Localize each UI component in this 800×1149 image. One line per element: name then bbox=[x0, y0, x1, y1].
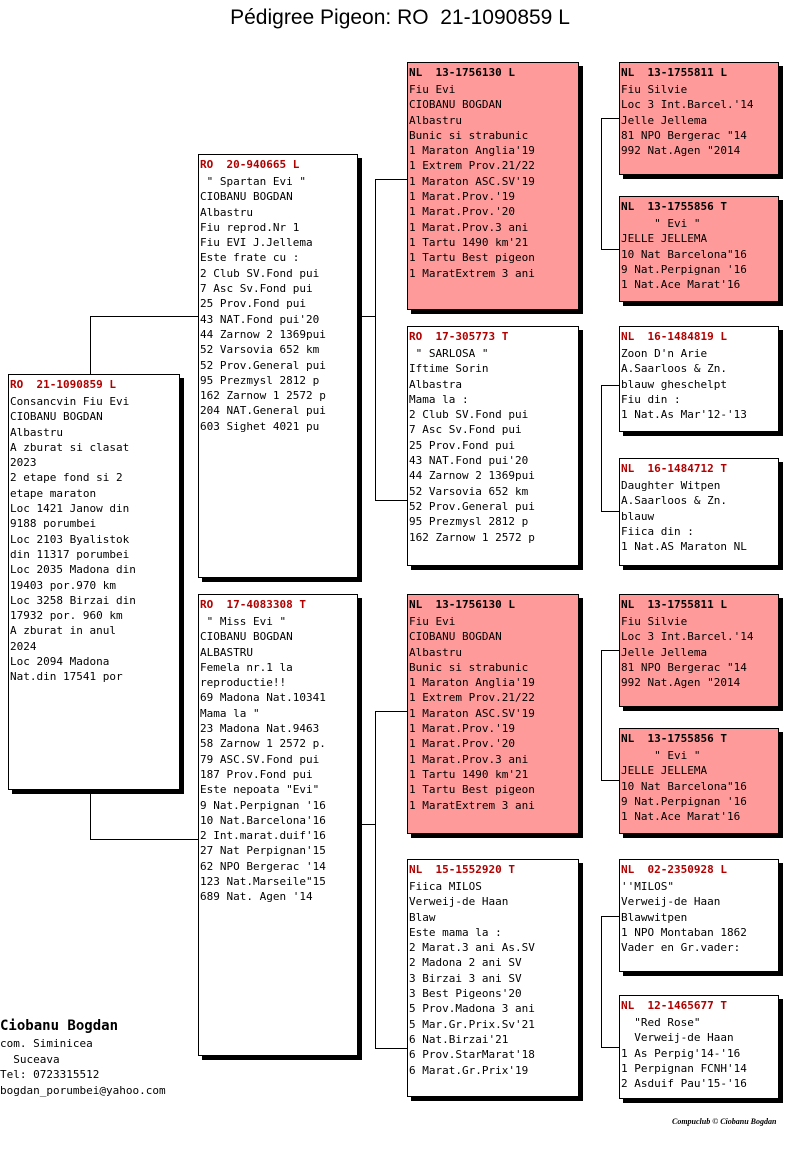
connector bbox=[90, 316, 201, 375]
pigeon-info-line: 1 Marat.Prov.'20 bbox=[409, 205, 515, 219]
connector bbox=[357, 316, 375, 317]
pigeon-info-line: 2 Club SV.Fond pui bbox=[200, 266, 320, 280]
pigeon-info-line: CIOBANU BOGDAN bbox=[409, 98, 502, 112]
pigeon-info-line: 1 Nat.As Mar'12-'13 bbox=[621, 408, 747, 422]
pigeon-card-dam-dam bbox=[407, 859, 579, 1097]
pigeon-info-line: 52 Prov.General pui bbox=[409, 499, 535, 513]
pigeon-info-line: 3 Birzai 3 ani SV bbox=[409, 971, 522, 985]
pigeon-info-line: 1 Marat.Prov.'19 bbox=[409, 722, 515, 736]
pigeon-info-line: 689 Nat. Agen '14 bbox=[200, 890, 313, 904]
pigeon-info-line: " Evi " bbox=[621, 217, 701, 230]
ring-number: NL 13-1755811 L bbox=[621, 66, 727, 79]
pigeon-info-line: Fiu reprod.Nr 1 bbox=[200, 220, 300, 234]
pigeon-info-line: 2 Club SV.Fond pui bbox=[409, 408, 529, 422]
pigeon-card-ddd bbox=[619, 995, 779, 1099]
pigeon-info-line: 1 NPO Montaban 1862 bbox=[621, 925, 747, 939]
connector bbox=[357, 824, 375, 825]
pigeon-info-line: 1 Maraton Anglia'19 bbox=[409, 676, 535, 690]
pigeon-card-dsd bbox=[619, 728, 779, 834]
pigeon-info-line: 9 Nat.Perpignan '16 bbox=[621, 794, 747, 808]
pigeon-info-line: Bunic si strabunic bbox=[409, 660, 529, 674]
pigeon-card-sire-dam bbox=[407, 326, 579, 566]
pigeon-info-line: 1 Tartu 1490 km'21 bbox=[409, 767, 529, 781]
pigeon-info-line: 10 Nat.Barcelona'16 bbox=[200, 813, 326, 827]
pigeon-info-line: din 11317 porumbei bbox=[10, 547, 130, 561]
pigeon-info-line: Loc 3 Int.Barcel.'14 bbox=[621, 98, 754, 112]
pigeon-info-line: Femela nr.1 la bbox=[200, 660, 293, 674]
pigeon-info-line: Mama la " bbox=[200, 706, 260, 720]
pigeon-info-line: 1 Nat.AS Maraton NL bbox=[621, 540, 747, 554]
owner-address-line: com. Siminicea bbox=[0, 1037, 93, 1050]
pigeon-info-line: 44 Zarnow 2 1369pui bbox=[200, 327, 326, 341]
pigeon-info-line: 43 NAT.Fond pui'20 bbox=[409, 454, 529, 468]
pigeon-info-line: Fiu Evi bbox=[409, 615, 456, 628]
pigeon-info-line: 69 Madona Nat.10341 bbox=[200, 691, 326, 705]
pigeon-info-line: 5 Prov.Madona 3 ani bbox=[409, 1002, 535, 1016]
pigeon-info-line: 992 Nat.Agen "2014 bbox=[621, 676, 741, 690]
pigeon-info-line: 3 Best Pigeons'20 bbox=[409, 987, 522, 1001]
pigeon-info-line: " Evi " bbox=[621, 749, 701, 762]
pigeon-info-line: 52 Varsovia 652 km bbox=[409, 484, 529, 498]
pigeon-info-line: 95 Prezmysl 2812 p bbox=[409, 515, 529, 529]
pigeon-info-line: Blaw bbox=[409, 910, 436, 924]
pigeon-info-line: 162 Zarnow 1 2572 p bbox=[409, 530, 535, 544]
pigeon-info-line: 1 MaratExtrem 3 ani bbox=[409, 798, 535, 812]
pigeon-info-line: 9 Nat.Perpignan '16 bbox=[200, 798, 326, 812]
pigeon-info-line: 10 Nat Barcelona"16 bbox=[621, 779, 747, 793]
pigeon-card-dss bbox=[619, 594, 779, 707]
pigeon-card-sds bbox=[619, 326, 779, 432]
ring-number: NL 13-1756130 L bbox=[409, 598, 515, 611]
pigeon-info-line: Verweij-de Haan bbox=[621, 1031, 734, 1045]
pigeon-info-line: Fiu din : bbox=[621, 392, 681, 406]
pigeon-info-line: ''MILOS" bbox=[621, 880, 674, 893]
pigeon-info-line: reproductie!! bbox=[200, 676, 287, 690]
pigeon-card-sdd bbox=[619, 458, 779, 566]
page-title: Pédigree Pigeon: RO 21-1090859 L bbox=[230, 6, 570, 29]
pigeon-info-line: Loc 2094 Madona bbox=[10, 655, 110, 669]
pigeon-info-line: Zoon D'n Arie bbox=[621, 347, 708, 360]
pigeon-info-line: 1 Marat.Prov.'19 bbox=[409, 190, 515, 204]
pigeon-info-line: 2024 bbox=[10, 639, 37, 653]
pigeon-info-line: 7 Asc Sv.Fond pui bbox=[200, 282, 313, 296]
pigeon-info-line: Albastru bbox=[200, 205, 253, 219]
pigeon-info-line: Fiu Silvie bbox=[621, 615, 688, 628]
pigeon-card-dds bbox=[619, 859, 779, 972]
pigeon-card-subject bbox=[8, 374, 180, 790]
ring-number: NL 12-1465677 T bbox=[621, 999, 727, 1012]
pigeon-info-line: 5 Mar.Gr.Prix.Sv'21 bbox=[409, 1017, 535, 1031]
pigeon-info-line: 58 Zarnow 1 2572 p. bbox=[200, 737, 326, 751]
pigeon-info-line: 27 Nat Perpignan'15 bbox=[200, 844, 326, 858]
pigeon-info-line: 25 Prov.Fond pui bbox=[409, 438, 515, 452]
pigeon-info-line: 1 Tartu 1490 km'21 bbox=[409, 235, 529, 249]
pigeon-card-dam-sire bbox=[407, 594, 579, 834]
pigeon-info-line: Loc 3258 Birzai din bbox=[10, 593, 136, 607]
pigeon-info-line: A.Saarloos & Zn. bbox=[621, 494, 727, 508]
pigeon-info-line: Albastru bbox=[409, 113, 462, 127]
pigeon-info-line: 17932 por. 960 km bbox=[10, 609, 123, 623]
pigeon-info-line: 6 Prov.StarMarat'18 bbox=[409, 1048, 535, 1062]
ring-number: RO 21-1090859 L bbox=[10, 378, 116, 391]
pigeon-info-line: 1 Maraton ASC.SV'19 bbox=[409, 174, 535, 188]
owner-address-line: Suceava bbox=[0, 1052, 60, 1066]
pigeon-card-ssd bbox=[619, 196, 779, 302]
pigeon-info-line: 25 Prov.Fond pui bbox=[200, 297, 306, 311]
pigeon-info-line: 2023 bbox=[10, 456, 37, 470]
pigeon-card-sire-sire bbox=[407, 62, 579, 310]
connector bbox=[375, 711, 408, 1049]
pigeon-info-line: Loc 2035 Madona din bbox=[10, 563, 136, 577]
pigeon-info-line: 1 Marat.Prov.3 ani bbox=[409, 752, 529, 766]
pigeon-info-line: Fiu EVI J.Jellema bbox=[200, 236, 313, 250]
pigeon-info-line: Blawwitpen bbox=[621, 910, 688, 924]
pigeon-info-line: 1 Marat.Prov.'20 bbox=[409, 737, 515, 751]
footer-credit: Compuclub © Ciobanu Bogdan bbox=[672, 1117, 777, 1126]
pigeon-info-line: Daughter Witpen bbox=[621, 479, 721, 492]
ring-number: NL 16-1484819 L bbox=[621, 330, 727, 343]
pigeon-info-line: Bunic si strabunic bbox=[409, 128, 529, 142]
owner-phone: Tel: 0723315512 bbox=[0, 1068, 100, 1081]
pigeon-info-line: 1 As Perpig'14-'16 bbox=[621, 1046, 741, 1060]
ring-number: RO 20-940665 L bbox=[200, 158, 300, 171]
pigeon-info-line: 52 Varsovia 652 km bbox=[200, 343, 320, 357]
ring-number: NL 13-1755856 T bbox=[621, 200, 727, 213]
pigeon-info-line: CIOBANU BOGDAN bbox=[10, 410, 103, 424]
pigeon-info-line: 992 Nat.Agen "2014 bbox=[621, 144, 741, 158]
ring-number: NL 13-1755811 L bbox=[621, 598, 727, 611]
ring-number: NL 13-1756130 L bbox=[409, 66, 515, 79]
pigeon-info-line: JELLE JELLEMA bbox=[621, 764, 708, 778]
pigeon-info-line: A zburat in anul bbox=[10, 624, 116, 638]
pigeon-info-line: Fiica MILOS bbox=[409, 880, 482, 893]
owner-info bbox=[0, 1016, 166, 1098]
pigeon-info-line: 1 Extrem Prov.21/22 bbox=[409, 159, 535, 173]
pigeon-info-line: A zburat si clasat bbox=[10, 440, 130, 454]
pigeon-card-dam bbox=[198, 594, 358, 1056]
pigeon-info-line: 162 Zarnow 1 2572 p bbox=[200, 389, 326, 403]
pigeon-info-line: Albastru bbox=[10, 425, 63, 439]
pigeon-info-line: CIOBANU BOGDAN bbox=[409, 630, 502, 644]
pigeon-info-line: Jelle Jellema bbox=[621, 113, 708, 127]
pigeon-info-line: etape maraton bbox=[10, 486, 97, 500]
pigeon-info-line: Jelle Jellema bbox=[621, 645, 708, 659]
pigeon-info-line: Fiica din : bbox=[621, 524, 694, 538]
pigeon-info-line: Loc 2103 Byalistok bbox=[10, 532, 130, 546]
pigeon-info-line: " Miss Evi " bbox=[200, 615, 287, 628]
pigeon-info-line: 187 Prov.Fond pui bbox=[200, 767, 313, 781]
pigeon-info-line: 2 etape fond si 2 bbox=[10, 471, 123, 485]
connector bbox=[601, 916, 620, 1048]
pigeon-info-line: 204 NAT.General pui bbox=[200, 404, 326, 418]
connector bbox=[601, 385, 620, 512]
pigeon-info-line: CIOBANU BOGDAN bbox=[200, 630, 293, 644]
pigeon-info-line: 1 Maraton ASC.SV'19 bbox=[409, 706, 535, 720]
pigeon-info-line: 603 Sighet 4021 pu bbox=[200, 419, 320, 433]
connector bbox=[601, 118, 620, 250]
ring-number: RO 17-305773 T bbox=[409, 330, 509, 343]
pigeon-info-line: "Red Rose" bbox=[621, 1016, 701, 1029]
pigeon-info-line: 1 Extrem Prov.21/22 bbox=[409, 691, 535, 705]
pigeon-info-line: 79 ASC.SV.Fond pui bbox=[200, 752, 320, 766]
connector bbox=[375, 179, 408, 501]
pigeon-info-line: Iftime Sorin bbox=[409, 362, 489, 376]
pigeon-info-line: Verweij-de Haan bbox=[621, 895, 721, 909]
pigeon-info-line: 1 Nat.Ace Marat'16 bbox=[621, 278, 741, 292]
pigeon-info-line: JELLE JELLEMA bbox=[621, 232, 708, 246]
pigeon-info-line: 1 Nat.Ace Marat'16 bbox=[621, 810, 741, 824]
pigeon-info-line: 2 Int.marat.duif'16 bbox=[200, 829, 326, 843]
pigeon-info-line: blauw gheschelpt bbox=[621, 377, 727, 391]
pigeon-info-line: 6 Nat.Birzai'21 bbox=[409, 1032, 509, 1046]
pigeon-info-line: A.Saarloos & Zn. bbox=[621, 362, 727, 376]
ring-number: NL 02-2350928 L bbox=[621, 863, 727, 876]
pigeon-info-line: Albastru bbox=[409, 645, 462, 659]
pigeon-card-sss bbox=[619, 62, 779, 175]
pigeon-info-line: 62 NPO Bergerac '14 bbox=[200, 859, 326, 873]
owner-email: bogdan_porumbei@yahoo.com bbox=[0, 1083, 166, 1097]
pigeon-info-line: Fiu Silvie bbox=[621, 83, 688, 96]
pigeon-info-line: 9 Nat.Perpignan '16 bbox=[621, 262, 747, 276]
pigeon-info-line: Este frate cu : bbox=[200, 251, 300, 265]
pigeon-info-line: 1 Tartu Best pigeon bbox=[409, 783, 535, 797]
pigeon-info-line: Vader en Gr.vader: bbox=[621, 941, 741, 955]
pigeon-info-line: 1 MaratExtrem 3 ani bbox=[409, 266, 535, 280]
pigeon-info-line: Mama la : bbox=[409, 392, 469, 406]
pigeon-info-line: 2 Asduif Pau'15-'16 bbox=[621, 1077, 747, 1091]
ring-number: RO 17-4083308 T bbox=[200, 598, 306, 611]
pigeon-card-sire bbox=[198, 154, 358, 578]
pigeon-info-line: 23 Madona Nat.9463 bbox=[200, 722, 320, 736]
owner-name: Ciobanu Bogdan bbox=[0, 1018, 119, 1034]
pigeon-info-line: Nat.din 17541 por bbox=[10, 670, 123, 684]
pigeon-info-line: 19403 por.970 km bbox=[10, 578, 116, 592]
pigeon-info-line: 6 Marat.Gr.Prix'19 bbox=[409, 1063, 529, 1077]
pigeon-info-line: 2 Marat.3 ani As.SV bbox=[409, 941, 535, 955]
ring-number: NL 15-1552920 T bbox=[409, 863, 515, 876]
pigeon-info-line: 1 Maraton Anglia'19 bbox=[409, 144, 535, 158]
pigeon-info-line: 52 Prov.General pui bbox=[200, 358, 326, 372]
pigeon-info-line: 1 Perpignan FCNH'14 bbox=[621, 1061, 747, 1075]
pigeon-info-line: Este nepoata "Evi" bbox=[200, 783, 320, 797]
pigeon-info-line: " Spartan Evi " bbox=[200, 175, 306, 188]
pigeon-info-line: Loc 3 Int.Barcel.'14 bbox=[621, 630, 754, 644]
connector bbox=[90, 789, 201, 840]
pigeon-info-line: 2 Madona 2 ani SV bbox=[409, 956, 522, 970]
pigeon-info-line: 95 Prezmysl 2812 p bbox=[200, 373, 320, 387]
pigeon-info-line: CIOBANU BOGDAN bbox=[200, 190, 293, 204]
connector bbox=[601, 650, 620, 781]
pigeon-info-line: Albastra bbox=[409, 377, 462, 391]
pigeon-info-line: " SARLOSA " bbox=[409, 347, 489, 360]
pigeon-info-line: 10 Nat Barcelona"16 bbox=[621, 247, 747, 261]
pigeon-info-line: ALBASTRU bbox=[200, 645, 253, 659]
ring-number: NL 13-1755856 T bbox=[621, 732, 727, 745]
pigeon-info-line: 1 Marat.Prov.3 ani bbox=[409, 220, 529, 234]
pigeon-info-line: Verweij-de Haan bbox=[409, 895, 509, 909]
pigeon-info-line: Este mama la : bbox=[409, 925, 502, 939]
ring-number: NL 16-1484712 T bbox=[621, 462, 727, 475]
pigeon-info-line: 123 Nat.Marseile"15 bbox=[200, 875, 326, 889]
pigeon-info-line: Consancvin Fiu Evi bbox=[10, 395, 130, 408]
pigeon-info-line: Loc 1421 Janow din bbox=[10, 502, 130, 516]
pigeon-info-line: Fiu Evi bbox=[409, 83, 456, 96]
pigeon-info-line: 44 Zarnow 2 1369pui bbox=[409, 469, 535, 483]
pigeon-info-line: 7 Asc Sv.Fond pui bbox=[409, 423, 522, 437]
pigeon-info-line: 81 NPO Bergerac "14 bbox=[621, 128, 747, 142]
pigeon-info-line: blauw bbox=[621, 509, 655, 523]
pigeon-info-line: 1 Tartu Best pigeon bbox=[409, 251, 535, 265]
pigeon-info-line: 9188 porumbei bbox=[10, 517, 97, 531]
pigeon-info-line: 43 NAT.Fond pui'20 bbox=[200, 312, 320, 326]
pigeon-info-line: 81 NPO Bergerac "14 bbox=[621, 660, 747, 674]
